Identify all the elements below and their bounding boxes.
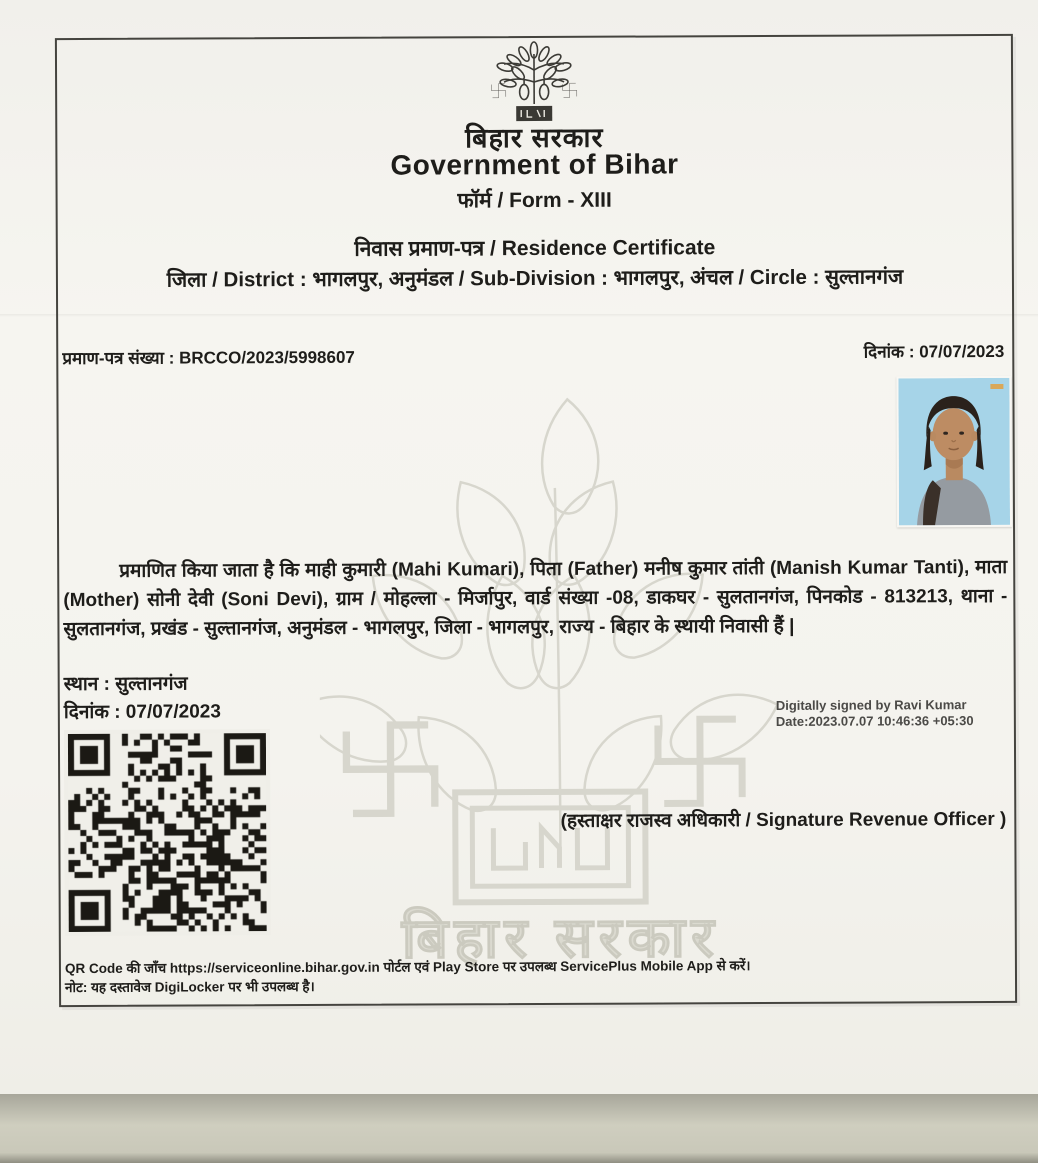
issue-place: स्थान : सुल्तानगंज: [63, 673, 188, 696]
certificate-title: निवास प्रमाण-पत्र / Residence Certificate: [354, 236, 716, 261]
certificate-frame: [55, 34, 1017, 1007]
paragraph-segment: (Soni Devi): [221, 588, 323, 611]
paragraph-segment: (Father): [567, 558, 639, 580]
photo-date-stamp: [990, 384, 1003, 389]
gov-title-hindi: बिहार सरकार: [465, 122, 604, 154]
qr-code-image: [68, 733, 267, 932]
issue-date-bottom: दिनांक : 07/07/2023: [63, 701, 221, 724]
issue-date-top: दिनांक : 07/07/2023: [863, 341, 1005, 362]
paragraph-segment: , ग्राम / मोहल्ला - मिर्जापुर, वार्ड संख्या -08, डाकघर - सुलतानगंज, पिनकोड - 813213, थाना - सुलतानगंज, प्रखंड - सुल्तानगंज, अनुमंडल - भागलपुर, जिला - भागलपुर, राज्य - बिहार के स्थायी निवासी हैं |: [63, 585, 1008, 641]
footer-digilocker-note: नोट: यह दस्तावेज DigiLocker पर भी उपलब्ध है।: [65, 978, 315, 996]
paragraph-segment: , पिता: [519, 558, 568, 581]
applicant-photo-image: [898, 378, 1010, 525]
digital-signature-line2: Date:2023.07.07 10:46:36 +05:30: [775, 713, 974, 729]
paragraph-segment: , माता: [963, 556, 1008, 579]
certificate-number: प्रमाण-पत्र संख्या : BRCCO/2023/5998607: [62, 347, 355, 369]
applicant-photo: [896, 376, 1012, 528]
digital-signature-line1: Digitally signed by Ravi Kumar: [775, 697, 967, 713]
watermark-tree-emblem: [318, 377, 801, 959]
watermark-text: बिहार सरकार: [401, 905, 721, 970]
digital-signature-block: [776, 697, 974, 730]
paragraph-segment: (Mother): [63, 589, 140, 612]
paragraph-segment: सोनी देवी: [139, 589, 222, 611]
paragraph-segment: मनीष कुमार तांती: [638, 557, 770, 580]
paragraph-segment: (Manish Kumar Tanti): [769, 557, 965, 579]
paragraph-segment: (Mahi Kumari): [391, 559, 520, 581]
footer-qr-note: QR Code की जाँच https://serviceonline.bihar.gov.in पोर्टल एवं Play Store पर उपलब्ध ServicePlus Mobile App से करें।: [64, 958, 751, 977]
bihar-emblem-icon: [478, 40, 590, 126]
paragraph-segment: प्रमाणित किया जाता है कि माही कुमारी: [119, 559, 392, 582]
form-number-line: फॉर्म / Form - XIII: [457, 188, 612, 213]
scanner-background: [0, 1094, 1038, 1163]
district-subdivision-circle-line: जिला / District : भागलपुर, अनुमंडल / Sub-Division : भागलपुर, अंचल / Circle : सुल्तानगंज: [166, 265, 904, 292]
certificate-body-paragraph: [63, 553, 1007, 644]
qr-code: [64, 729, 271, 936]
gov-title-english: Government of Bihar: [390, 148, 679, 181]
signature-officer-line: (हस्ताक्षर राजस्व अधिकारी / Signature Revenue Officer ): [560, 808, 1007, 832]
